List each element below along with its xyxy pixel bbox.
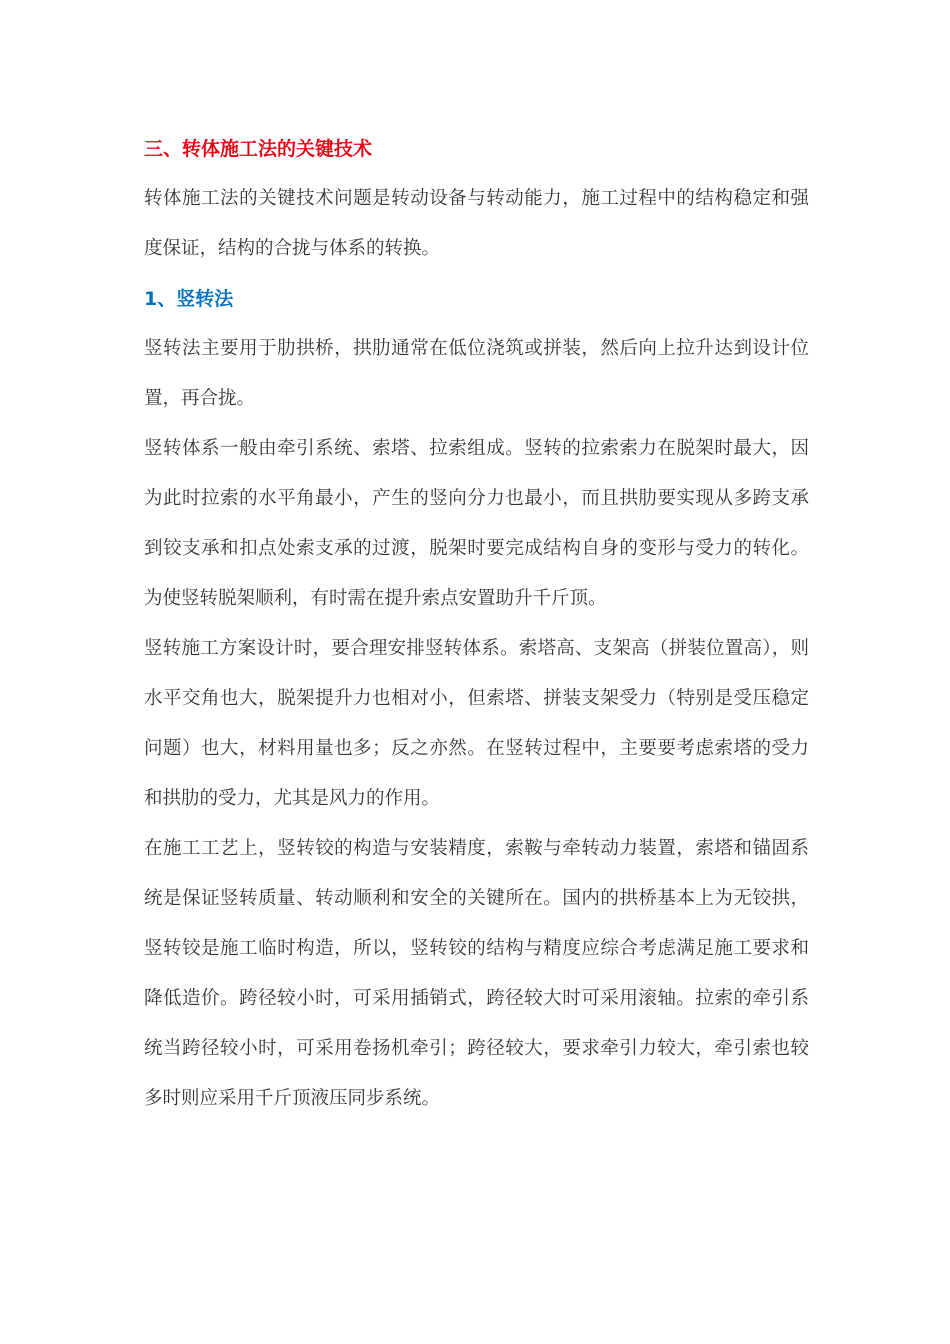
- document-page: [144, 124, 809, 1124]
- intro-paragraph: 转体施工法的关键技术问题是转动设备与转动能力，施工过程中的结构稳定和强度保证，结构的合拢与体系的转换。: [144, 188, 809, 259]
- paragraph-3: 竖转施工方案设计时，要合理安排竖转体系。索塔高、支架高（拼装位置高），则水平交角也大，脱架提升力也相对小，但索塔、拼装支架受力（特别是受压稳定问题）也大，材料用量也多；反之亦然。在竖转过程中，主要要考虑索塔的受力和拱肋的受力，尤其是风力的作用。: [144, 638, 809, 809]
- section-heading: 三、转体施工法的关键技术: [144, 138, 373, 160]
- paragraph-2: 竖转体系一般由牵引系统、索塔、拉索组成。竖转的拉索索力在脱架时最大，因为此时拉索的水平角最小，产生的竖向分力也最小，而且拱肋要实现从多跨支承到铰支承和扣点处索支承的过渡，脱架时要完成结构自身的变形与受力的转化。为使竖转脱架顺利，有时需在提升索点安置助升千斤顶。: [144, 438, 809, 609]
- paragraph-4: 在施工工艺上，竖转铰的构造与安装精度，索鞍与牵转动力装置，索塔和锚固系统是保证竖转质量、转动顺利和安全的关键所在。国内的拱桥基本上为无铰拱，竖转铰是施工临时构造，所以，竖转铰的结构与精度应综合考虑满足施工要求和降低造价。跨径较小时，可采用插销式，跨径较大时可采用滚轴。拉索的牵引系统当跨径较小时，可采用卷扬机牵引；跨径较大，要求牵引力较大，牵引索也较多时则应采用千斤顶液压同步系统。: [144, 838, 809, 1109]
- paragraph-1: 竖转法主要用于肋拱桥，拱肋通常在低位浇筑或拼装，然后向上拉升达到设计位置，再合拢。: [144, 338, 809, 409]
- subsection-heading: 1、竖转法: [144, 288, 234, 310]
